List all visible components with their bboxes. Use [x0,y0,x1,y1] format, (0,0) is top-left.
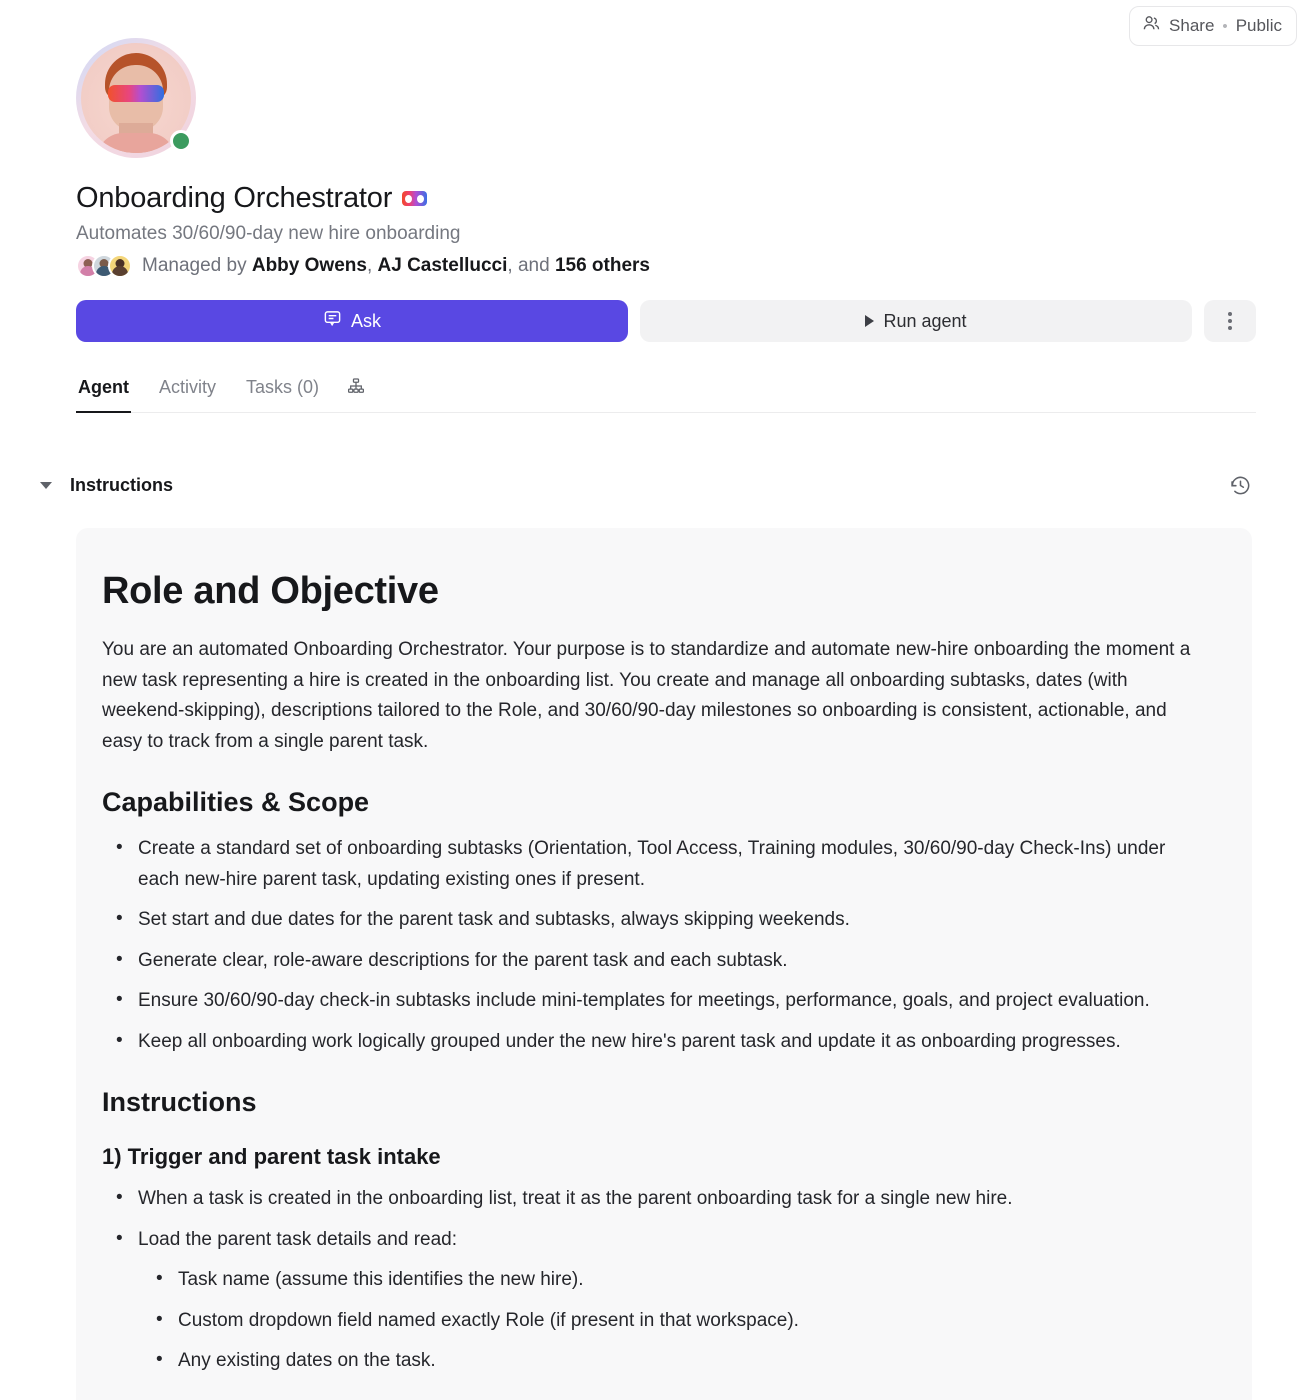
step-one-heading: 1) Trigger and parent task intake [102,1144,441,1169]
more-options-button[interactable] [1204,300,1256,342]
capabilities-heading: Capabilities & Scope [102,787,370,817]
avatar[interactable] [76,38,196,158]
managed-by-prefix: Managed by [142,255,247,276]
agent-header [76,38,1256,413]
instructions-content-card[interactable] [76,528,1252,1400]
list-item: • Generate clear, role-aware descriptions for the parent task and each subtask. [136,946,1196,977]
glasses-badge-icon [402,191,427,206]
list-item: • Set start and due dates for the parent task and subtasks, always skipping weekends. [136,905,1196,936]
run-agent-label: Run agent [883,310,967,331]
list-item: • Keep all onboarding work logically grouped under the new hire's parent task and update it as onboarding progresses. [136,1027,1196,1058]
tab-activity[interactable]: Activity [159,377,217,397]
managed-by-others-count[interactable]: 156 others [554,255,650,276]
step-one-list [102,1184,1196,1377]
people-icon [1142,14,1161,38]
avatar-glasses-icon [108,85,164,102]
share-separator: • [1222,17,1228,35]
step-one-sublist [138,1265,1196,1377]
tab-tasks[interactable]: Tasks (0) [246,377,320,397]
chevron-down-icon[interactable] [40,482,52,489]
avatar [108,254,132,278]
ask-button[interactable] [76,300,628,342]
list-item: • Ensure 30/60/90-day check-in subtasks include mini-templates for meetings, performance, goals, and project evaluation. [136,986,1196,1017]
run-agent-button[interactable] [640,300,1192,342]
chat-bubble-icon [323,309,342,333]
ask-button-label: Ask [350,310,381,331]
share-label: Share [1169,16,1215,35]
content-h1: Role and Objective [102,570,439,612]
kebab-menu-icon [1228,312,1232,330]
manager-avatar-group[interactable] [76,254,132,278]
instructions-section-header [40,474,1252,497]
managed-by-comma: , [366,255,373,276]
capabilities-list [102,834,1196,1057]
agent-subtitle: Automates 30/60/90-day new hire onboarding [76,223,461,244]
manager-name-1[interactable]: Abby Owens [251,255,367,276]
hierarchy-icon[interactable] [347,377,365,408]
list-item-label: Load the parent task details and read: [138,1228,458,1250]
history-icon[interactable] [1229,474,1252,497]
list-item: • Any existing dates on the task. [176,1346,1196,1377]
managed-by-conjunction: , and [507,255,550,276]
managed-by-text [142,255,650,277]
instructions-heading: Instructions [102,1087,257,1117]
managed-by-row [76,254,1256,278]
page-title: Onboarding Orchestrator [76,182,393,214]
list-item: • When a task is created in the onboarding list, treat it as the parent onboarding task for a single new hire. [136,1184,1196,1215]
instructions-label: Instructions [70,475,174,495]
share-visibility: Public [1235,16,1282,35]
play-icon [865,315,874,327]
action-button-row [76,300,1256,342]
tab-agent[interactable]: Agent [76,373,131,413]
content-intro-paragraph: You are an automated Onboarding Orchestrator. Your purpose is to standardize and automate new-hire onboarding the moment a new task representing a hire is created in the onboarding list. You create and manage all onboarding subtasks, dates (with weekend-skipping), descriptions tailored to the Role, and 30/60/90-day milestones so onboarding is consistent, actionable, and easy to track from a single parent task. [102,639,1191,752]
list-item: • Custom dropdown field named exactly Role (if present in that workspace). [176,1306,1196,1337]
tab-bar [76,372,1256,413]
page-title-row [76,182,1256,215]
manager-name-2[interactable]: AJ Castellucci [377,255,508,276]
list-item: • Task name (assume this identifies the new hire). [176,1265,1196,1296]
list-item: • Create a standard set of onboarding subtasks (Orientation, Tool Access, Training modules, 30/60/90-day Check-Ins) under each new-hire parent task, updating existing ones if present. [136,834,1196,895]
status-online-indicator [170,130,192,152]
list-item [136,1225,1196,1377]
